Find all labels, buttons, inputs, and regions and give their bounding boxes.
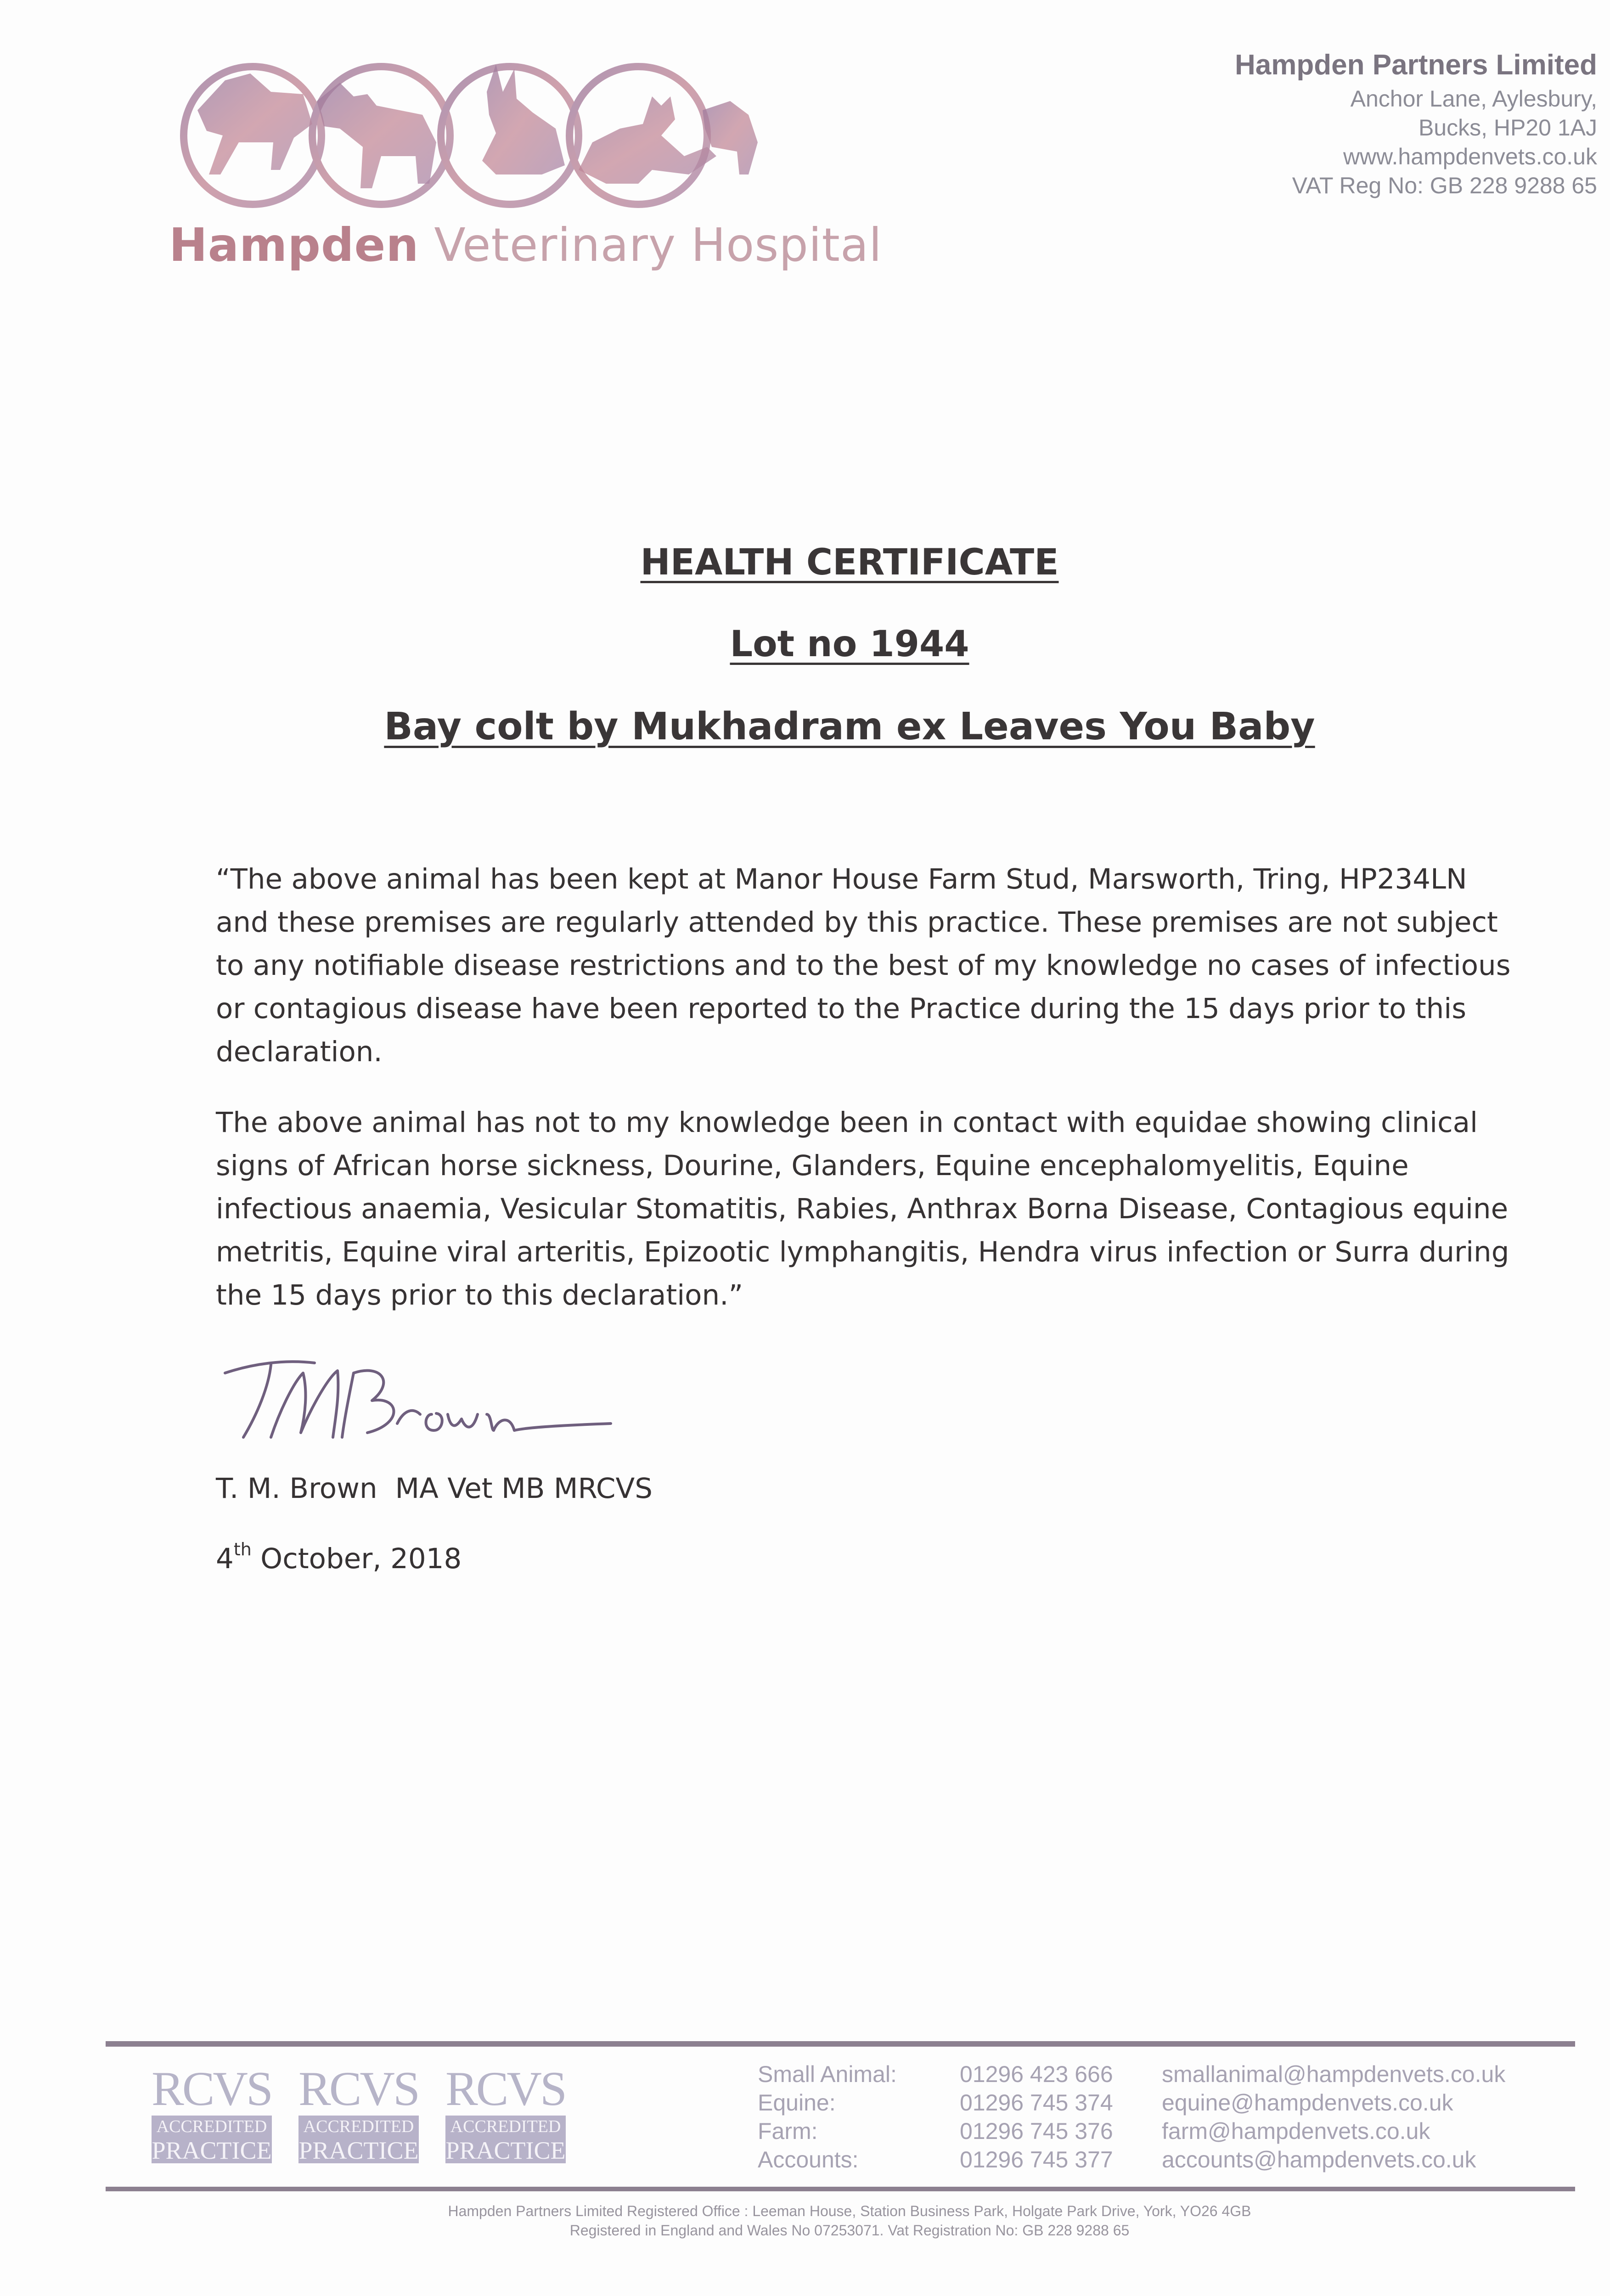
lot-number: Lot no 1944 [730,624,969,665]
logo-wordmark [169,218,882,272]
address-line-1: Anchor Lane, Aylesbury, [1350,86,1597,112]
accredited-label [298,2116,419,2163]
department-label: Farm: [758,2118,818,2144]
declaration-paragraph-2: The above animal has not to my knowledge been in contact with equidae showing clinical signs of African horse sickness, Dourine, Glanders, Equine encephalomyelitis, Equine infectious anaemia, Vesicular Stomatitis, Rabies, Anthrax Borna Disease, Contagious equine metritis, Equine viral arteritis, Epizootic lymphangitis, Hendra virus infection or Surra during the 15 days prior to this declaration.” [216,1106,1509,1311]
logo-name-strong: Hampden [169,218,419,272]
dog-silhouette-icon [317,83,436,188]
animal-circles-graphic [165,37,762,220]
rcvs-logo-text: RCVS [152,2062,271,2116]
company-registration: Registered in England and Wales No 07253071. Vat Registration No: GB 228 9288 65 [569,2222,1130,2239]
registered-office: Hampden Partners Limited Registered Office : Leeman House, Station Business Park, Holgate Park Drive, York, YO26 4GB [448,2203,1251,2219]
declaration-date [216,1539,462,1575]
department-label: Small Animal: [758,2061,897,2087]
logo-name-light: Veterinary Hospital [419,218,882,272]
department-phone: 01296 745 377 [960,2147,1113,2172]
date-suffix: th [233,1539,252,1559]
company-address-block [1235,46,1597,200]
rcvs-logo-text: RCVS [445,2062,565,2116]
department-label: Equine: [758,2090,836,2116]
certificate-title: HEALTH CERTIFICATE [640,542,1059,583]
department-phone: 01296 745 374 [960,2090,1113,2116]
date-day: 4 [216,1542,234,1575]
footer-divider-bottom [106,2187,1575,2191]
accredited-label [152,2116,272,2163]
department-label: Accounts: [758,2147,859,2172]
horse-silhouette-icon [197,73,312,174]
rcvs-logo-text: RCVS [298,2062,418,2116]
handwritten-signature [216,1345,629,1446]
date-month-year: October, 2018 [251,1542,462,1575]
accredited-label [445,2116,566,2163]
rcvs-accredited-badge [298,2064,427,2170]
vat-number: VAT Reg No: GB 228 9288 65 [1292,173,1597,198]
department-phone: 01296 423 666 [960,2061,1113,2087]
practice-logo [165,37,882,272]
company-name: Hampden Partners Limited [1235,49,1597,81]
address-line-2: Bucks, HP20 1AJ [1418,115,1597,141]
accredited-line-2: PRACTICE [445,2137,566,2164]
accredited-line-1: ACCREDITED [156,2117,267,2136]
animal-description: Bay colt by Mukhadram ex Leaves You Baby [384,705,1315,748]
department-email: equine@hampdenvets.co.uk [1162,2090,1453,2116]
accredited-line-2: PRACTICE [152,2137,272,2164]
accredited-line-1: ACCREDITED [450,2117,561,2136]
lamb-silhouette-icon [703,101,758,174]
department-email: smallanimal@hampdenvets.co.uk [1162,2061,1506,2087]
accredited-line-1: ACCREDITED [303,2117,414,2136]
department-phone: 01296 745 376 [960,2118,1113,2144]
rcvs-accredited-badge [445,2064,574,2170]
department-email: farm@hampdenvets.co.uk [1162,2118,1430,2144]
declaration-paragraph-1: “The above animal has been kept at Manor House Farm Stud, Marsworth, Tring, HP234LN and these premises are regularly attended by this practice. These premises are not subject to any notifiable disease restrictions and to the best of my knowledge no cases of infectious or contagious disease have been reported to the Practice during the 15 days prior to this declaration. [216,863,1511,1068]
company-website: www.hampdenvets.co.uk [1343,144,1597,169]
footer-divider-top [106,2041,1575,2047]
department-email: accounts@hampdenvets.co.uk [1162,2147,1476,2172]
signer-name: T. M. Brown MA Vet MB MRCVS [216,1472,653,1505]
rcvs-accredited-badge [152,2064,280,2170]
accredited-line-2: PRACTICE [298,2137,419,2164]
